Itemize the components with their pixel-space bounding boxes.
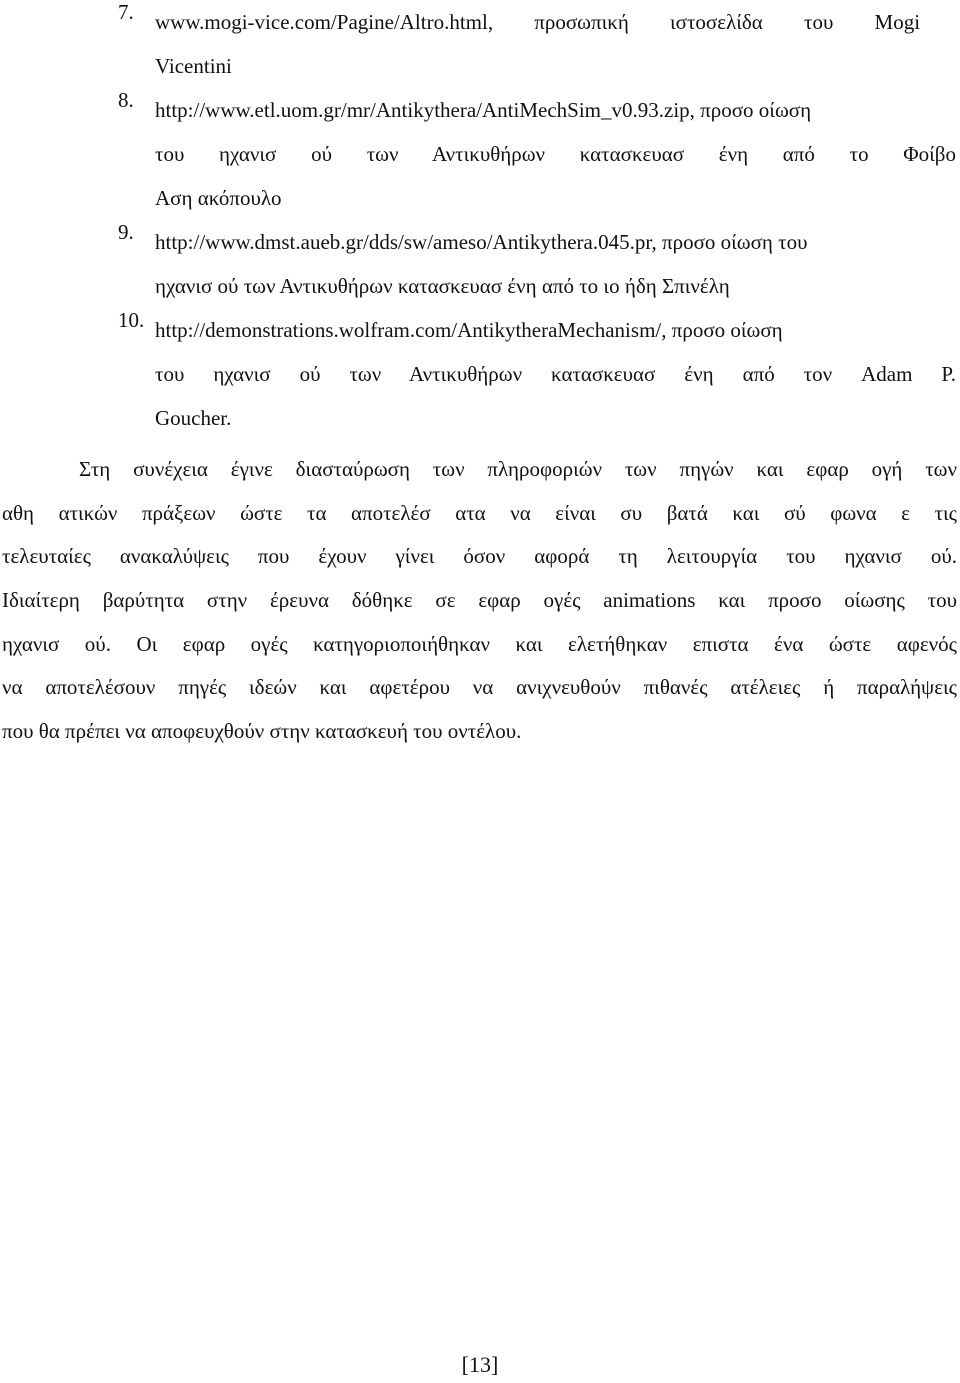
reference-line: http://demonstrations.wolfram.com/AntikytheraMechanism/, προσο οίωση — [155, 318, 783, 342]
paragraph-line: ηχανισ ού. Οι εφαρ ογές κατηγοριοποιήθηκαν και ελετήθηκαν επιστα ένα ώστε αφενός — [2, 631, 957, 656]
reference-number: 8. — [118, 88, 134, 112]
paragraph-line: που θα πρέπει να αποφευχθούν στην κατασκευή του οντέλου. — [2, 719, 522, 744]
reference-number: 10. — [118, 308, 145, 332]
reference-line: www.mogi-vice.com/Pagine/Altro.html, προσωπική ιστοσελίδα του Mogi — [155, 10, 921, 34]
paragraph-line: να αποτελέσουν πηγές ιδεών και αφετέρου να ανιχνευθούν πιθανές ατέλειες ή παραλήψεις — [2, 675, 957, 700]
reference-line: Goucher. — [155, 406, 232, 430]
body-paragraph — [2, 448, 957, 754]
reference-line: ηχανισ ού των Αντικυθήρων κατασκευασ ένη από το ιο ήδη Σπινέλη — [155, 274, 730, 298]
reference-line: του ηχανισ ού των Αντικυθήρων κατασκευασ ένη από τον Adam P. — [155, 362, 956, 386]
paragraph-line: αθη ατικών πράξεων ώστε τα αποτελέσ ατα να είναι συ βατά και σύ φωνα ε τις — [2, 500, 957, 525]
reference-item-10 — [0, 308, 960, 440]
page-number: [13] — [461, 1352, 499, 1377]
reference-item-9 — [0, 220, 960, 308]
reference-line: του ηχανισ ού των Αντικυθήρων κατασκευασ ένη από το Φοίβο — [155, 142, 956, 166]
paragraph-line: Στη συνέχεια έγινε διασταύρωση των πληροφοριών των πηγών και εφαρ ογή των — [79, 457, 957, 481]
reference-line: http://www.dmst.aueb.gr/dds/sw/ameso/Antikythera.045.pr, προσο οίωση του — [155, 230, 808, 254]
reference-line: http://www.etl.uom.gr/mr/Antikythera/AntiMechSim_v0.93.zip, προσο οίωση — [155, 98, 812, 122]
paragraph-line: Ιδιαίτερη βαρύτητα στην έρευνα δόθηκε σε εφαρ ογές animations και προσο οίωσης του — [2, 588, 957, 613]
reference-line: Αση ακόπουλο — [155, 186, 282, 210]
reference-line: Vicentini — [155, 54, 232, 78]
paragraph-line: τελευταίες ανακαλύψεις που έχουν γίνει όσον αφορά τη λειτουργία του ηχανισ ού. — [2, 544, 957, 569]
reference-number: 7. — [118, 0, 134, 24]
reference-number: 9. — [118, 220, 134, 244]
reference-item-7 — [0, 0, 960, 88]
reference-list — [0, 0, 960, 440]
reference-item-8 — [0, 88, 960, 220]
